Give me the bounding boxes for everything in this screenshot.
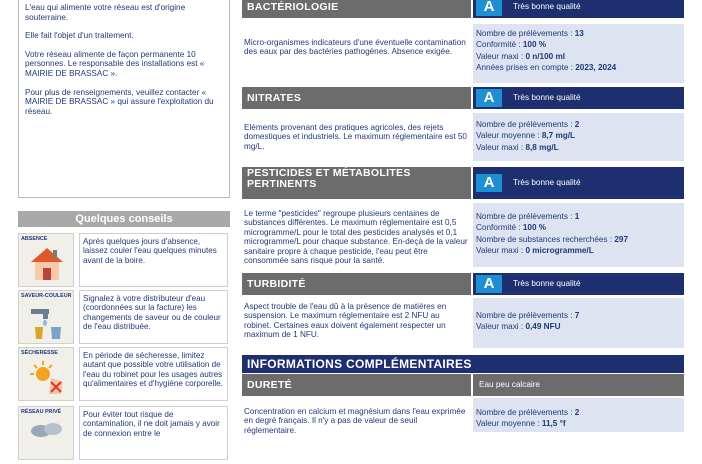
- section-desc-durete: Concentration en calcium et magnésium dans l'eau exprimée en degré français. Il n'y a pas de valeur de seuil réglementaire.: [244, 407, 466, 435]
- tips-title: Quelques conseils: [18, 211, 230, 227]
- stat-line: Conformité : 100 %: [476, 223, 547, 233]
- tip-icon-box: [18, 290, 74, 344]
- intro-origin: L'eau qui alimente votre réseau est d'origine souterraine.: [25, 3, 186, 22]
- tip-reseau-prive: [18, 406, 230, 464]
- grade-bar-turbidite: [473, 273, 684, 295]
- tip-text: Pour éviter tout risque de contamination, il ne doit jamais y avoir de connexion entre le: [79, 406, 228, 460]
- intro-population: Votre réseau alimente de façon permanente 10 personnes. Le responsable des installations est « MAIRIE DE BRASSAC ».: [25, 49, 205, 78]
- stats-turbidite: [473, 298, 684, 348]
- drought-sun-icon: [29, 360, 67, 398]
- stats-nitrates: [473, 113, 684, 161]
- grade-letter: A: [476, 89, 502, 107]
- stats-bacteriologie: [473, 24, 684, 83]
- intro-contact: Pour plus de renseignements, veuillez contacter « MAIRIE DE BRASSAC » qui assure l'exploitation du réseau.: [25, 87, 214, 116]
- tip-text: En période de sécheresse, limitez autant que possible votre utilisation de l'eau du robinet pour les usages autres qu'alimentaires et d'hygiène corporelle.: [79, 347, 228, 401]
- tip-saveur-couleur: [18, 290, 230, 348]
- tip-icon-box: [18, 233, 74, 287]
- stat-line: Années prises en compte : 2023, 2024: [476, 63, 617, 73]
- title-line: PERTINENTS: [247, 178, 317, 190]
- section-title-bacteriologie: BACTÉRIOLOGIE: [242, 0, 471, 18]
- intro-box: [18, 0, 230, 198]
- durete-label: Eau peu calcaire: [473, 374, 684, 396]
- grade-letter: A: [476, 174, 502, 192]
- private-network-icon: [29, 419, 65, 439]
- stat-line: Valeur moyenne : 8,7 mg/L: [476, 131, 576, 141]
- tip-text: Signalez à votre distributeur d'eau (coordonnées sur la facture) les changements de saveur ou de couleur de l'eau distribuée.: [79, 290, 228, 344]
- stat-line: Valeur maxi : 8,8 mg/L: [476, 142, 559, 152]
- section-desc-nitrates: Eléments provenant des pratiques agricoles, des rejets domestiques et industriels. Le maximum réglementaire est 50 mg/L.: [244, 123, 467, 151]
- grade-label: Très bonne qualité: [513, 279, 581, 288]
- faucet-glass-icon: [29, 303, 69, 341]
- tip-caption: SÉCHERESSE: [21, 350, 58, 356]
- tip-icon-box: [18, 406, 74, 460]
- tip-icon-box: [18, 347, 74, 401]
- tip-caption: RÉSEAU PRIVÉ: [21, 409, 62, 415]
- stat-line: Valeur moyenne : 11,5 °f: [476, 419, 566, 429]
- section-title-pesticides: [242, 167, 471, 199]
- tip-text: Après quelques jours d'absence, laissez couler l'eau quelques minutes avant de la boire.: [79, 233, 228, 287]
- tip-absence: [18, 233, 230, 291]
- grade-label: Très bonne qualité: [513, 2, 581, 11]
- house-icon: [29, 246, 65, 284]
- intro-treatment: Elle fait l'objet d'un traitement.: [25, 31, 134, 41]
- grade-label: Très bonne qualité: [513, 178, 581, 187]
- info-header: INFORMATIONS COMPLÉMENTAIRES: [242, 355, 684, 373]
- grade-letter: A: [476, 275, 502, 293]
- section-desc-turbidite: Aspect trouble de l'eau dû à la présence de matières en suspension. Le maximum réglementaire est 2 NFU au robinet. Certaines eaux doivent également respecter un maximum de 1 NFU.: [244, 302, 447, 340]
- title-line: PESTICIDES ET MÉTABOLITES: [247, 167, 411, 179]
- section-desc-pesticides: Le terme "pesticides" regroupe plusieurs centaines de substances différentes. Le maximum réglementaire est 0,5 microgramme/L pour le total des pesticides analysés et 0,1 microgramme/L pour chaque substance. En-deçà de la valeur sanitaire propre à chaque pesticide, l'eau peut être consommée sans risque pour la santé.: [244, 209, 468, 266]
- grade-bar-pesticides: [473, 167, 684, 199]
- section-title-nitrates: NITRATES: [242, 87, 471, 109]
- stat-line: Nombre de prélèvements : 2: [476, 120, 580, 129]
- stat-line: Valeur maxi : 0 microgramme/L: [476, 246, 594, 256]
- tip-caption: SAVEUR-COULEUR: [21, 293, 72, 299]
- stat-line: Conformité : 100 %: [476, 40, 547, 50]
- section-title-turbidite: TURBIDITÉ: [242, 273, 471, 295]
- stat-line: Valeur maxi : 0 n/100 ml: [476, 51, 566, 61]
- grade-bar-nitrates: [473, 87, 684, 109]
- stat-line: Nombre de prélèvements : 2: [476, 408, 580, 417]
- stat-line: Valeur maxi : 0,49 NFU: [476, 322, 561, 332]
- tip-caption: ABSENCE: [21, 236, 48, 242]
- stats-pesticides: [473, 203, 684, 267]
- grade-bar-bacteriologie: [473, 0, 684, 18]
- stat-line: Nombre de prélèvements : 1: [476, 212, 580, 221]
- section-desc-bacteriologie: Micro-organismes indicateurs d'une éventuelle contamination des eaux par des bactéries pathogènes. Absence exigée.: [244, 38, 466, 57]
- stats-durete: [473, 398, 684, 432]
- grade-letter: A: [476, 0, 502, 16]
- stat-line: Nombre de substances recherchées : 297: [476, 234, 629, 244]
- grade-label: Très bonne qualité: [513, 93, 581, 102]
- section-title-durete: DURETÉ: [242, 374, 471, 396]
- tip-secheresse: [18, 347, 230, 405]
- stat-line: Nombre de prélèvements : 13: [476, 29, 584, 38]
- stat-line: Nombre de prélèvements : 7: [476, 311, 580, 320]
